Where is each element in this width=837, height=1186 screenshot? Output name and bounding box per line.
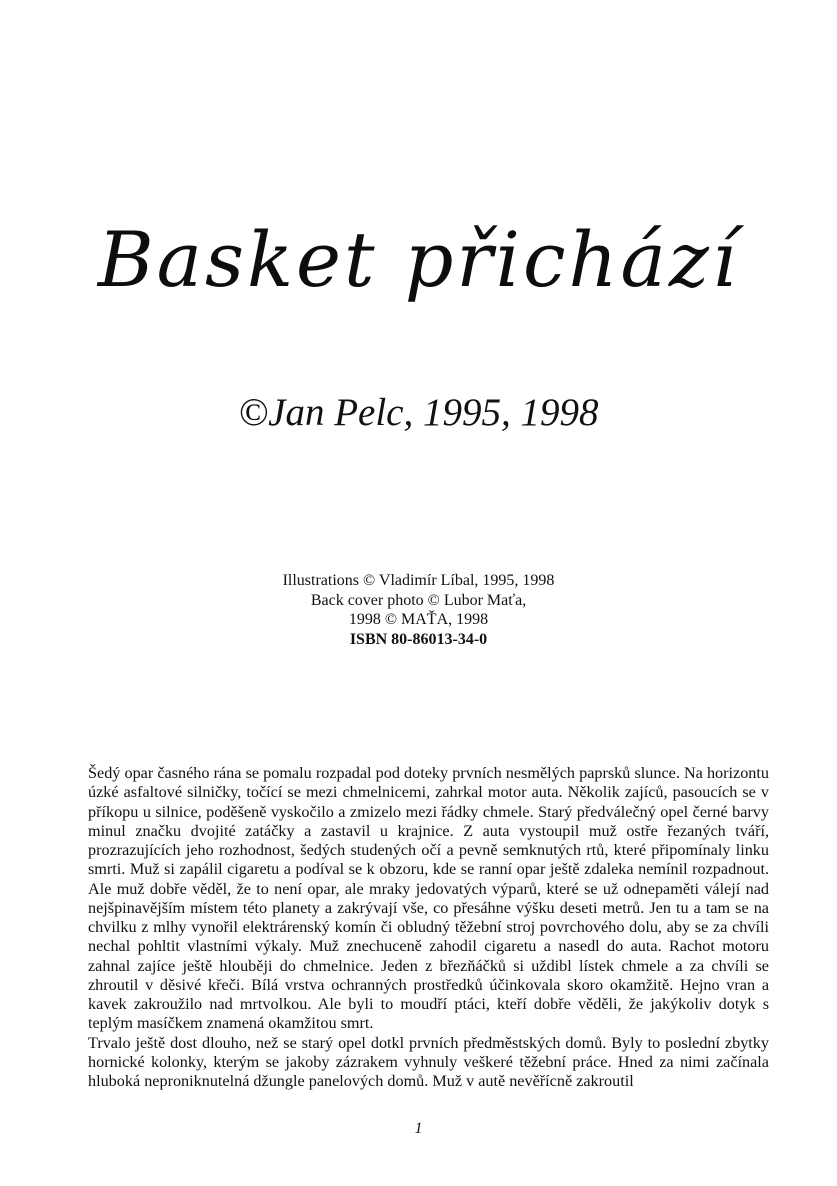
illustrations-credit: Illustrations © Vladimír Líbal, 1995, 1998: [282, 572, 555, 589]
page-number: 1: [414, 1120, 423, 1137]
paragraph: Trvalo ještě dost dlouho, než se starý opel dotkl prvních předměstských domů. Byly to poslední zbytky hornické kolonky, kterým se jakoby zázrakem vyhnuly veškeré těžební práce. Hned za nimi začínala hluboká neproniknutelná džungle panelových domů. Muž v autě nevěřícně zakroutil: [88, 1033, 769, 1090]
book-title: Basket přichází: [97, 215, 740, 304]
paragraph: Šedý opar časného rána se pomalu rozpadal pod doteky prvních nesmělých paprsků slunce. Na horizontu úzké asfaltové silničky, točící se mezi chmelnicemi, zahrkal motor auta. Několik zajíců, pasoucích se v příkopu u silnice, poděšeně vyskočilo a zmizelo mezi řádky chmele. Starý předválečný opel černé barvy minul značku dvojité zatáčky a zastavil u krajnice. Z auta vystoupil muž ostře řezaných tváří, prozrazujících jeho rozhodnost, šedých studených očí a pevně semknutých rtů, které připomínaly linku smrti. Muž si zapálil cigaretu a podíval se k obzoru, kde se ranní opar ještě zdaleka nemínil rozpadnout. Ale muž dobře věděl, že to není opar, ale mraky jedovatých výparů, které se už odnepaměti válejí nad nejšpinavějším místem této planety a zakrývají vše, co přesáhne výšku deseti metrů. Jen tu a tam se na chvilku z mlhy vynořil elektrárenský komín či obludný těžební stroj povrchového dolu, aby se za chvíli nechal pohltit vlastními výkaly. Muž znechuceně zahodil cigaretu a nasedl do auta. Rachot motoru zahnal zajíce ještě hlouběji do chmelnice. Jeden z březňáčků si uždibl lístek chmele a za chvíli se zhroutil v děsivé křeči. Bílá vrstva ochranných prostředků účinkovala skoro okamžitě. Hejno vran a kavek zakroužilo nad mrtvolkou. Ale byli to moudří ptáci, kteří dobře věděli, že jakýkoliv dotyk s teplým masíčkem znamená okamžitou smrt.: [88, 764, 769, 1033]
body-text: [88, 764, 769, 1091]
credits-block: [0, 571, 837, 649]
author-copyright: ©Jan Pelc, 1995, 1998: [238, 391, 599, 434]
back-cover-credit: Back cover photo © Lubor Maťa,: [310, 591, 527, 609]
publisher-credit: 1998 © MAŤA, 1998: [348, 611, 489, 628]
isbn: ISBN 80-86013-34-0: [349, 630, 488, 648]
